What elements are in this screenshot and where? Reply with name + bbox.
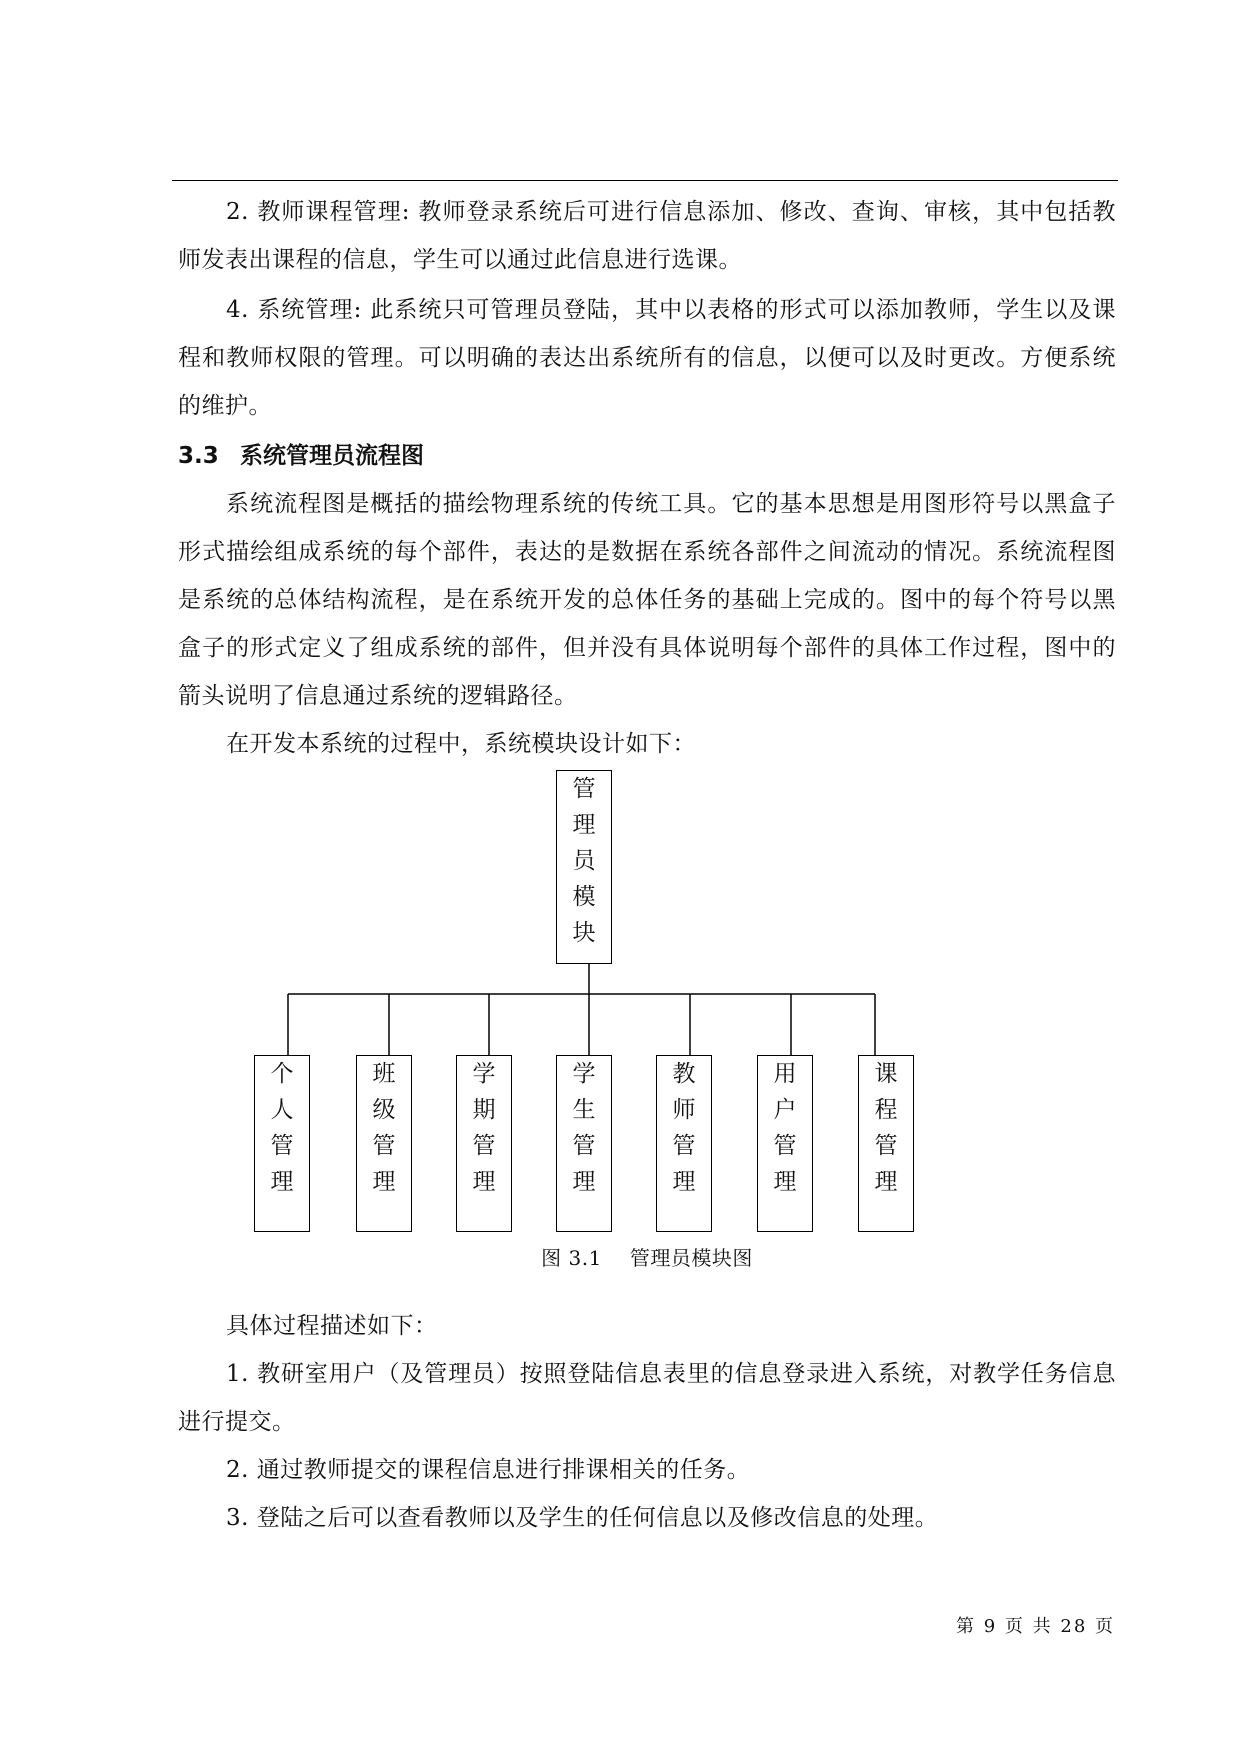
root-char: 管 (572, 776, 596, 802)
root-char: 模 (572, 884, 596, 910)
child-module-term (456, 1055, 512, 1232)
box-char: 师 (672, 1097, 696, 1123)
child-module-user (757, 1055, 813, 1232)
box-char: 管 (472, 1133, 496, 1159)
box-char: 学 (472, 1061, 496, 1087)
child-module-teacher (656, 1055, 712, 1232)
figure-caption (178, 1242, 1116, 1274)
paragraph-flowchart-description: 系统流程图是概括的描绘物理系统的传统工具。它的基本思想是用图形符号以黑盒子形式描绘组成系统的每个部件，表达的是数据在系统各部件之间流动的情况。系统流程图是系统的总体结构流程，是在系统开发的总体任务的基础上完成的。图中的每个符号以黑盒子的形式定义了组成系统的部件，但并没有具体说明每个部件的具体工作过程，图中的箭头说明了信息通过系统的逻辑路径。 (178, 491, 1116, 709)
box-char: 生 (572, 1097, 596, 1123)
box-char: 理 (572, 1169, 596, 1195)
admin-module-diagram (178, 768, 1116, 1308)
box-char: 教 (672, 1061, 696, 1087)
box-char: 理 (672, 1169, 696, 1195)
figure-title: 管理员模块图 (629, 1246, 753, 1270)
root-char: 块 (572, 920, 596, 946)
section-number: 3.3 (178, 443, 219, 469)
page-content (178, 188, 1116, 1542)
box-char: 个 (270, 1061, 294, 1087)
box-char: 管 (672, 1133, 696, 1159)
box-char: 理 (773, 1169, 797, 1195)
child-module-course (858, 1055, 914, 1232)
box-char: 人 (270, 1097, 294, 1123)
paragraph-process-step-3: 3. 登陆之后可以查看教师以及学生的任何信息以及修改信息的处理。 (226, 1505, 939, 1531)
box-char: 级 (372, 1097, 396, 1123)
box-char: 课 (874, 1061, 898, 1087)
box-char: 管 (773, 1133, 797, 1159)
child-module-personal (254, 1055, 310, 1232)
header-rule (172, 180, 1118, 181)
paragraph-module-intro: 在开发本系统的过程中，系统模块设计如下： (226, 731, 696, 757)
child-module-class (356, 1055, 412, 1232)
box-char: 理 (472, 1169, 496, 1195)
paragraph-process-step-2: 2. 通过教师提交的课程信息进行排课相关的任务。 (226, 1457, 751, 1483)
box-char: 程 (874, 1097, 898, 1123)
box-char: 管 (270, 1133, 294, 1159)
box-char: 班 (372, 1061, 396, 1087)
root-char: 理 (572, 812, 596, 838)
paragraph-process-intro: 具体过程描述如下： (226, 1313, 438, 1339)
box-char: 管 (372, 1133, 396, 1159)
diagram-connectors (178, 768, 1116, 1308)
box-char: 管 (572, 1133, 596, 1159)
section-heading (178, 432, 1116, 480)
box-char: 理 (270, 1169, 294, 1195)
box-char: 理 (372, 1169, 396, 1195)
root-char: 员 (572, 848, 596, 874)
paragraph-process-step-1: 1. 教研室用户（及管理员）按照登陆信息表里的信息登录进入系统，对教学任务信息进行提交。 (178, 1361, 1116, 1435)
root-module-box (556, 770, 612, 964)
box-char: 用 (773, 1061, 797, 1087)
box-char: 期 (472, 1097, 496, 1123)
child-module-student (556, 1055, 612, 1232)
paragraph-system-management: 4. 系统管理: 此系统只可管理员登陆，其中以表格的形式可以添加教师，学生以及课程和教师权限的管理。可以明确的表达出系统所有的信息，以便可以及时更改。方便系统的维护。 (178, 297, 1116, 419)
paragraph-teacher-course: 2. 教师课程管理: 教师登录系统后可进行信息添加、修改、查询、审核，其中包括教师发表出课程的信息，学生可以通过此信息进行选课。 (178, 199, 1116, 273)
box-char: 管 (874, 1133, 898, 1159)
section-title: 系统管理员流程图 (240, 443, 424, 469)
figure-label: 图 3.1 (541, 1246, 602, 1270)
page-footer: 第 9 页 共 28 页 (956, 1616, 1115, 1637)
box-char: 理 (874, 1169, 898, 1195)
box-char: 户 (773, 1097, 797, 1123)
box-char: 学 (572, 1061, 596, 1087)
